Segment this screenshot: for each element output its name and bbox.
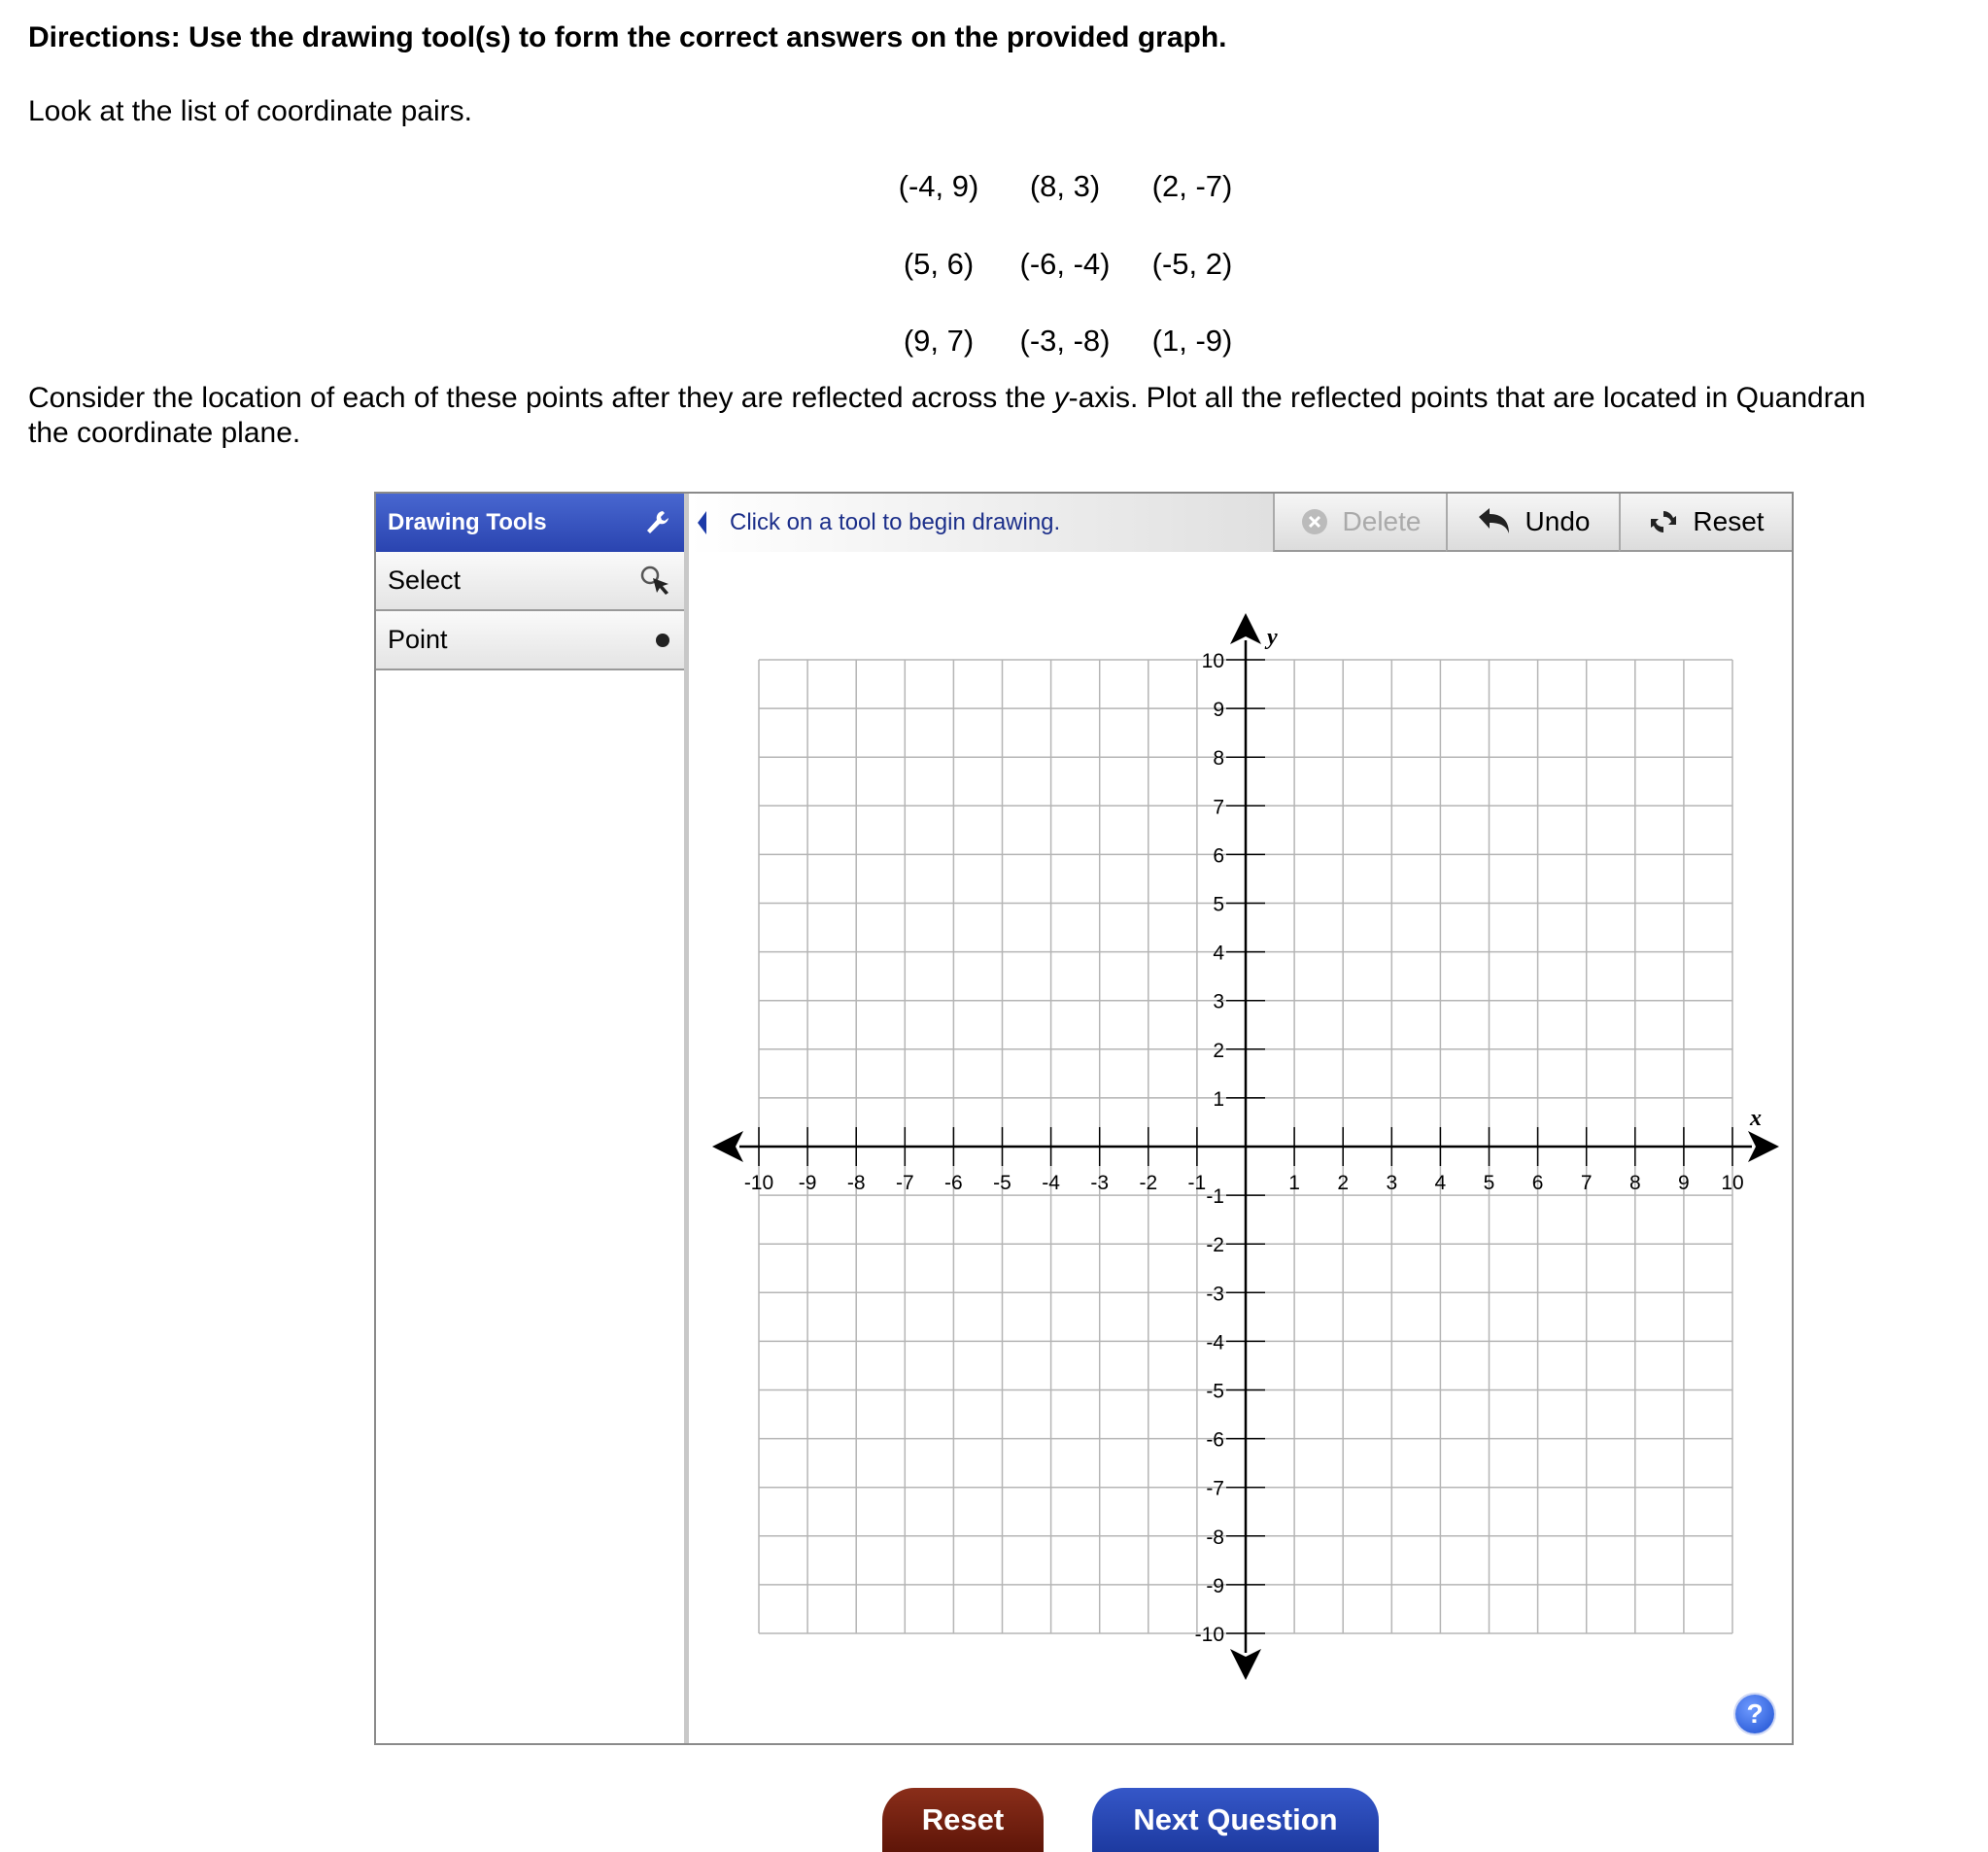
coordinate-pair: (8, 3) [1029,169,1101,203]
x-tick-label: -6 [944,1172,963,1194]
drawing-tools-header [376,494,684,552]
coordinate-pair: (-4, 9) [898,169,979,203]
x-tick-label: -5 [993,1172,1011,1194]
question-line2: the coordinate plane. [28,417,301,449]
directions-text: Directions: Use the drawing tool(s) to form the correct answers on the provided graph. [28,21,1227,53]
graph-toolbar [689,494,1792,552]
drawing-tools-sidebar [376,494,689,1743]
coordinate-pair: (9, 7) [903,324,975,358]
coordinate-pair: (-3, -8) [1019,324,1111,358]
reset-refresh-icon [1648,506,1679,537]
y-axis-down-arrow [1230,1649,1261,1680]
x-tick-label: -1 [1187,1172,1207,1194]
y-tick-label: 2 [1213,1039,1224,1062]
coordinate-pair: (-6, -4) [1019,247,1111,281]
question-line1b: -axis. Plot all the reflected points that are located in Quandran [1068,382,1867,414]
help-button[interactable]: ? [1735,1695,1774,1733]
undo-button[interactable] [1446,494,1619,552]
x-tick-label: -9 [798,1172,817,1194]
question-text [28,381,1988,451]
coordinate-pair: (2, -7) [1151,169,1233,203]
reset-button[interactable]: Reset [882,1788,1044,1852]
question-variable: y [1053,382,1069,414]
y-tick-label: -5 [1206,1380,1224,1403]
question-line1a: Consider the location of each of these points after they are reflected across the [28,382,1054,414]
next-question-button[interactable]: Next Question [1092,1788,1379,1852]
x-tick-label: 9 [1678,1172,1690,1194]
coordinate-pair: (5, 6) [903,247,975,281]
point-dot-icon [653,631,672,650]
y-tick-label: -3 [1206,1283,1224,1306]
y-tick-label: 6 [1213,844,1224,868]
hint-bar [689,494,1273,552]
x-tick-label: -4 [1042,1172,1060,1194]
y-tick-label: -4 [1206,1331,1224,1355]
x-axis-right-arrow [1748,1131,1779,1162]
y-tick-label: -9 [1206,1574,1224,1597]
y-tick-label: 9 [1213,699,1224,722]
x-tick-label: 7 [1580,1172,1593,1194]
y-tick-label: 8 [1213,747,1224,771]
x-tick-label: 2 [1337,1172,1350,1194]
delete-button[interactable] [1273,494,1446,552]
select-cursor-icon [639,565,672,598]
x-tick-label: 6 [1531,1172,1544,1194]
y-axis-label: y [1267,625,1278,650]
reset-tool-label: Reset [1693,506,1765,536]
undo-label: Undo [1525,506,1591,536]
x-tick-label: 10 [1721,1172,1744,1194]
y-tick-label: 1 [1213,1087,1224,1111]
y-tick-label: 4 [1213,942,1224,965]
y-tick-label: -2 [1206,1234,1224,1257]
delete-x-icon [1300,507,1329,536]
delete-label: Delete [1342,506,1422,536]
undo-arrow-icon [1477,507,1512,536]
coordinate-pair: (1, -9) [1151,324,1233,358]
x-axis-left-arrow [712,1131,743,1162]
wrench-icon [643,508,672,537]
x-tick-label: -10 [743,1172,774,1194]
x-tick-label: 4 [1434,1172,1447,1194]
x-tick-label: -7 [895,1172,914,1194]
x-axis-label: x [1750,1106,1762,1131]
y-tick-label: -8 [1206,1526,1224,1549]
tool-select[interactable] [376,552,684,611]
y-tick-label: 3 [1213,990,1224,1013]
x-tick-label: 1 [1288,1172,1300,1194]
tool-point[interactable] [376,611,684,670]
drawing-panel [374,492,1794,1745]
y-tick-label: -10 [1194,1624,1224,1646]
tool-point-label: Point [388,625,448,654]
reset-tool-button[interactable] [1619,494,1792,552]
hint-text: Click on a tool to begin drawing. [730,509,1061,535]
coordinate-pair: (-5, 2) [1151,247,1233,281]
y-tick-label: -7 [1206,1477,1224,1500]
x-tick-label: -3 [1090,1172,1110,1194]
intro-text: Look at the list of coordinate pairs. [28,95,472,127]
x-tick-label: 3 [1386,1172,1398,1194]
y-tick-label: 10 [1201,650,1224,672]
y-tick-label: -1 [1206,1185,1224,1209]
x-tick-label: -2 [1139,1172,1158,1194]
y-axis-up-arrow [1230,613,1261,644]
x-tick-label: 5 [1483,1172,1495,1194]
x-tick-label: 8 [1628,1172,1641,1194]
y-tick-label: 7 [1213,796,1224,819]
x-tick-label: -8 [846,1172,866,1194]
collapse-arrow-icon[interactable] [697,510,708,535]
y-tick-label: -6 [1206,1428,1224,1452]
drawing-tools-title: Drawing Tools [388,509,547,535]
tool-select-label: Select [388,566,462,595]
y-tick-label: 5 [1213,893,1224,916]
